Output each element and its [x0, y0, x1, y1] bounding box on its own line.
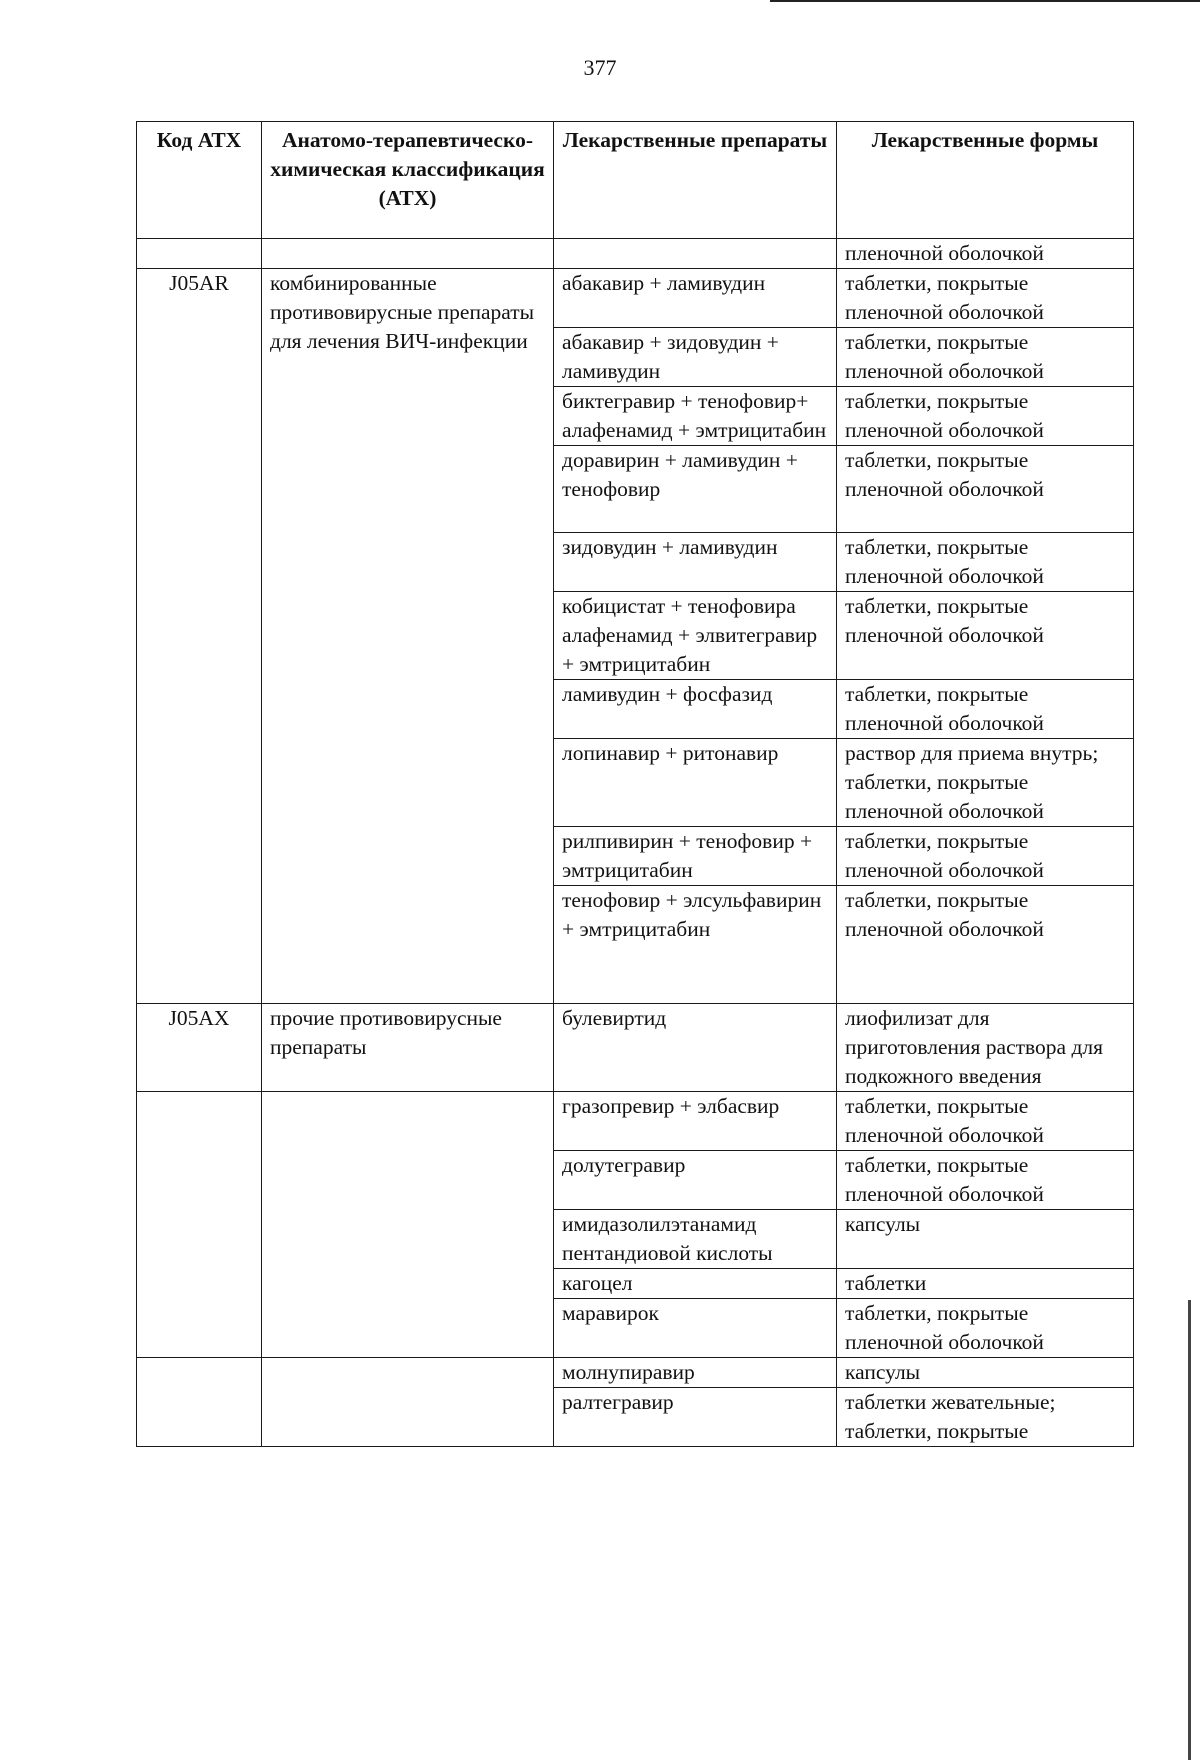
cell-empty: [262, 1358, 554, 1447]
drug-name: абакавир + зидовудин + ламивудин: [554, 328, 837, 387]
drug-name: лопинавир + ритонавир: [554, 739, 837, 827]
drug-name: рилпивирин + тенофовир + эмтрицитабин: [554, 827, 837, 886]
drug-name: кагоцел: [554, 1269, 837, 1299]
header-code: Код АТХ: [137, 122, 262, 239]
drug-name: булевиртид: [554, 1004, 837, 1092]
table-row: [137, 1358, 1134, 1388]
drug-form: лиофилизат для приготовления раствора для подкожного введения: [837, 1004, 1134, 1092]
table-row: [137, 1092, 1134, 1151]
header-forms: Лекарственные формы: [837, 122, 1134, 239]
drug-name: маравирок: [554, 1299, 837, 1358]
drug-form: раствор для приема внутрь; таблетки, покрытые пленочной оболочкой: [837, 739, 1134, 827]
header-row: [137, 122, 1134, 239]
drug-form: таблетки, покрытые пленочной оболочкой: [837, 680, 1134, 739]
drug-name: ралтегравир: [554, 1388, 837, 1447]
atx-code: J05AX: [137, 1004, 262, 1092]
continued-form: пленочной оболочкой: [837, 239, 1134, 269]
cell-empty: [137, 1358, 262, 1447]
drug-form: таблетки: [837, 1269, 1134, 1299]
table-row: [137, 269, 1134, 328]
top-rule: [770, 0, 1200, 2]
drug-form: таблетки, покрытые пленочной оболочкой: [837, 446, 1134, 533]
drug-name: тенофовир + элсульфавирин + эмтрицитабин: [554, 886, 837, 1004]
drug-name: имидазолилэтанамид пентандиовой кислоты: [554, 1210, 837, 1269]
drug-form: таблетки, покрытые пленочной оболочкой: [837, 1151, 1134, 1210]
drug-name: ламивудин + фосфазид: [554, 680, 837, 739]
cell-empty: [554, 239, 837, 269]
cell-empty: [137, 1092, 262, 1358]
continuation-row: [137, 239, 1134, 269]
drug-form: таблетки, покрытые пленочной оболочкой: [837, 269, 1134, 328]
drug-form: таблетки, покрытые пленочной оболочкой: [837, 886, 1134, 1004]
drug-form: таблетки, покрытые пленочной оболочкой: [837, 1299, 1134, 1358]
drug-form: капсулы: [837, 1210, 1134, 1269]
cell-empty: [262, 1092, 554, 1358]
cell-empty: [137, 239, 262, 269]
drug-form: таблетки жевательные; таблетки, покрытые: [837, 1388, 1134, 1447]
drug-name: доравирин + ламивудин + тенофовир: [554, 446, 837, 533]
drug-form: таблетки, покрытые пленочной оболочкой: [837, 387, 1134, 446]
atx-table: [136, 121, 1134, 1447]
drug-name: гразопревир + элбасвир: [554, 1092, 837, 1151]
cell-empty: [262, 239, 554, 269]
drug-form: таблетки, покрытые пленочной оболочкой: [837, 533, 1134, 592]
atx-group-name: прочие противовирусные препараты: [262, 1004, 554, 1092]
drug-name: зидовудин + ламивудин: [554, 533, 837, 592]
drug-form: капсулы: [837, 1358, 1134, 1388]
drug-name: молнупиравир: [554, 1358, 837, 1388]
scan-edge: [1188, 1300, 1191, 1760]
drug-name: биктегравир + тенофовир+ алафенамид + эмтрицитабин: [554, 387, 837, 446]
table-row: [137, 1004, 1134, 1092]
atx-code: J05AR: [137, 269, 262, 1004]
header-classification: Анатомо-терапевтическо-химическая классификация (АТХ): [262, 122, 554, 239]
header-drugs: Лекарственные препараты: [554, 122, 837, 239]
drug-form: таблетки, покрытые пленочной оболочкой: [837, 328, 1134, 387]
drug-name: абакавир + ламивудин: [554, 269, 837, 328]
drug-name: кобицистат + тенофовира алафенамид + элвитегравир + эмтрицитабин: [554, 592, 837, 680]
atx-group-name: комбинированные противовирусные препараты для лечения ВИЧ-инфекции: [262, 269, 554, 1004]
drug-form: таблетки, покрытые пленочной оболочкой: [837, 1092, 1134, 1151]
drug-form: таблетки, покрытые пленочной оболочкой: [837, 827, 1134, 886]
drug-form: таблетки, покрытые пленочной оболочкой: [837, 592, 1134, 680]
drug-name: долутегравир: [554, 1151, 837, 1210]
page-number: 377: [583, 55, 617, 80]
